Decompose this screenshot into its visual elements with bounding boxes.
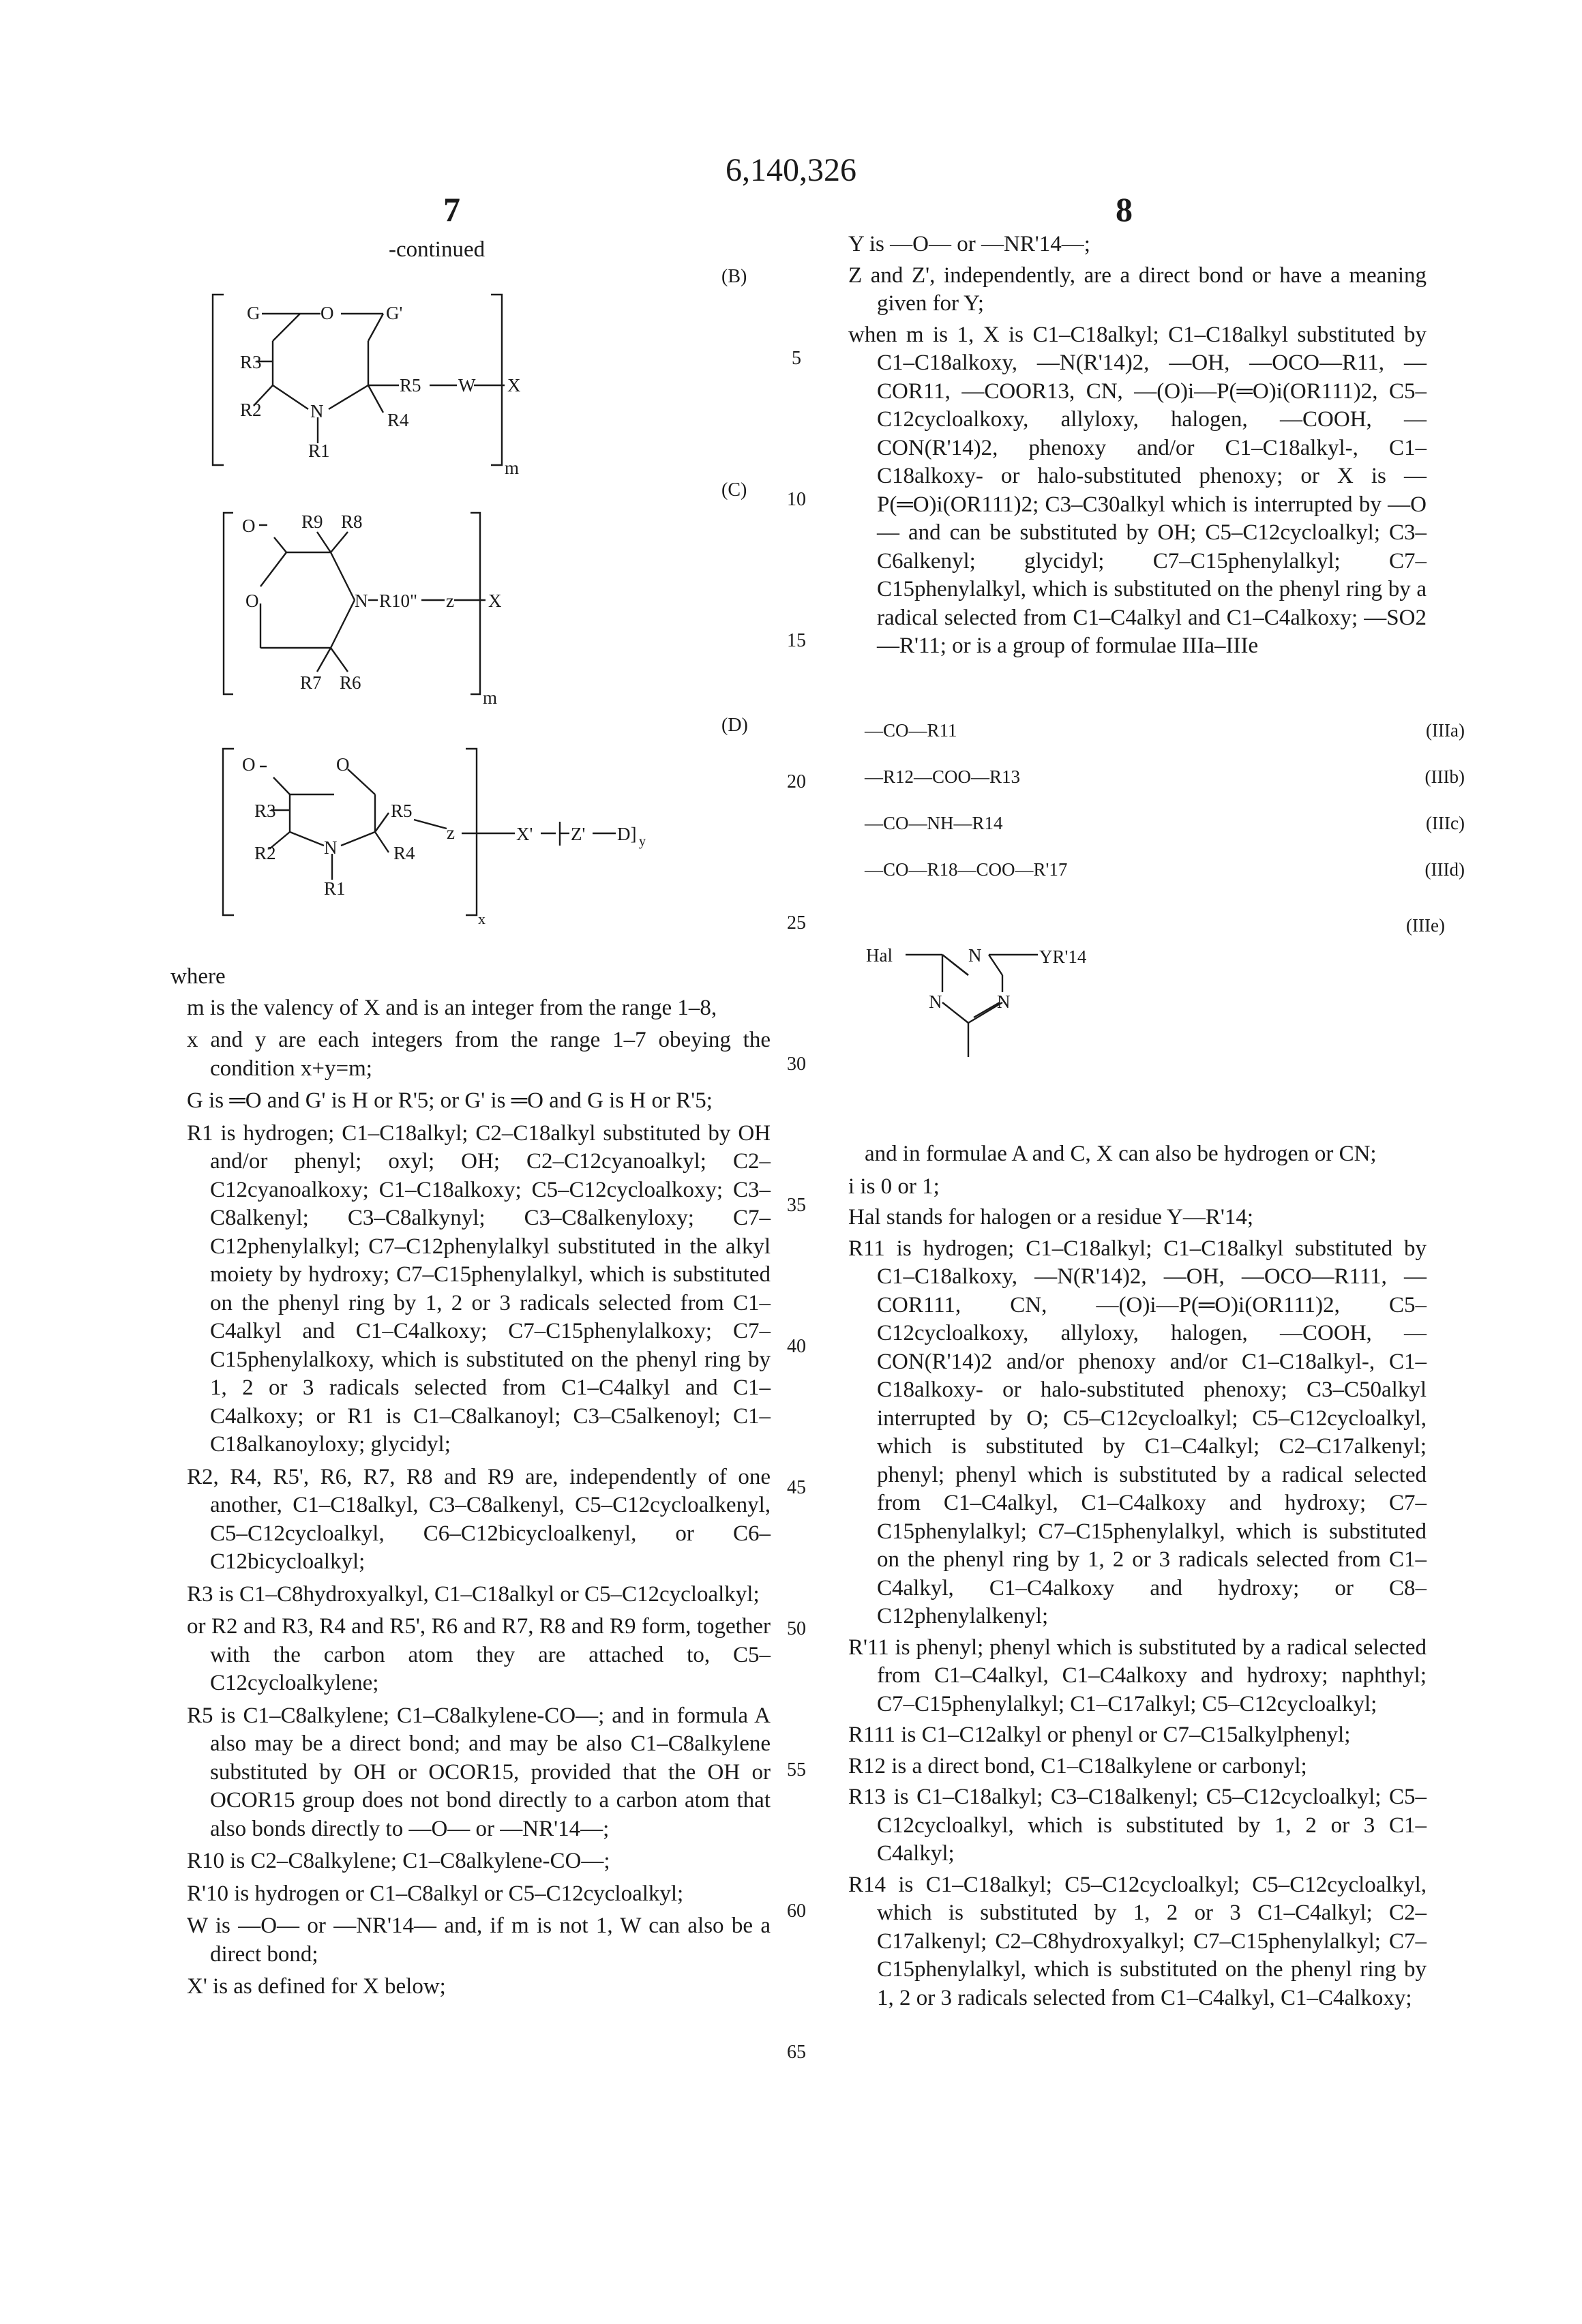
c-label-m: m: [483, 687, 497, 708]
c-label-r6: R6: [340, 672, 361, 693]
b-label-n: N: [310, 401, 324, 421]
triazine-hal: Hal: [866, 945, 893, 966]
c-label-x: X: [488, 591, 502, 611]
structure-b: [205, 286, 559, 477]
formula-text: —R12—COO—R13: [865, 766, 1020, 787]
line-number: 5: [769, 348, 824, 370]
d-label-r2: R2: [254, 843, 276, 863]
line-number: 25: [769, 912, 824, 934]
c-label-r9: R9: [301, 511, 323, 532]
definition: Hal stands for halogen or a residue Y—R'14;: [848, 1204, 1427, 1232]
d-label-r3: R3: [254, 801, 276, 821]
b-label-r1: R1: [308, 441, 330, 461]
line-number: 50: [769, 1618, 824, 1640]
b-label-r3: R3: [240, 352, 262, 372]
line-number: 60: [769, 1901, 824, 1922]
definition: R'11 is phenyl; phenyl which is substituted by a radical selected from C1–C4alkyl, C1–C4alkoxy and hydroxy; naphthyl; C7–C15phenylalkyl; C1–C17alkyl; C5–C12cycloalkyl;: [848, 1634, 1427, 1719]
c-label-n: N: [355, 591, 368, 611]
definition: R10 is C2–C8alkylene; C1–C8alkylene-CO—;: [170, 1847, 771, 1876]
d-label-r1: R1: [324, 878, 346, 899]
b-label-r4: R4: [387, 410, 409, 430]
definition: R111 is C1–C12alkyl or phenyl or C7–C15alkylphenyl;: [848, 1721, 1427, 1750]
c-label-o1: O: [242, 516, 256, 536]
d-label-o2: O: [336, 754, 350, 775]
triazine-n-left: N: [929, 992, 942, 1012]
c-label-z: z: [446, 591, 454, 611]
definition: R11 is hydrogen; C1–C18alkyl; C1–C18alkyl substituted by C1–C18alkoxy, —N(R'14)2, —OH, —OCO—R111, —COR111, CN, —(O)i—P(═O)i(OR111)2, C5–C12cycloalkoxy, allyloxy, halogen, —COOH, —CON(R'14)2 and/or phenoxy and/or C1–C18alkyl-, C1–C18alkoxy- or halo-substituted phenoxy; C3–C50alkyl interrupted by O; C5–C12cycloalkyl; C5–C12cycloalkyl, which is substituted by C1–C4alkyl; C2–C17alkenyl; phenyl; phenyl which is substituted by a radical selected from C1–C4alkyl, C1–C4alkoxy and hydroxy; C7–C15phenylalkyl; C7–C15phenylalkyl, which is substituted on the phenyl ring by 1, 2 or 3 radicals selected from C1–C4alkyl, C1–C4alkoxy and hydroxy; or C8–C12phenylalkenyl;: [848, 1235, 1427, 1631]
definition: m is the valency of X and is an integer from the range 1–8,: [170, 994, 771, 1023]
definition: R'10 is hydrogen or C1–C8alkyl or C5–C12cycloalkyl;: [170, 1880, 771, 1909]
line-number: 45: [769, 1477, 824, 1499]
formula-label: (IIIa): [1426, 720, 1465, 741]
definition: R2, R4, R5', R6, R7, R8 and R9 are, independently of one another, C1–C18alkyl, C3–C8alkenyl, C5–C12cycloalkenyl, C5–C12cycloalkyl, C6–C12bicycloalkenyl, or C6–C12bicycloalkyl;: [170, 1463, 771, 1577]
formula-label-b: (B): [721, 266, 747, 288]
d-label-n: N: [324, 837, 338, 858]
definition: when m is 1, X is C1–C18alkyl; C1–C18alkyl substituted by C1–C18alkoxy, —N(R'14)2, —OH, —OCO—R11, —COR11, —COOR13, CN, —(O)i—P(═O)i(OR111)2, C5–C12cycloalkoxy, allyloxy, halogen, —COOH, —CON(R'14)2, phenoxy and/or C1–C18alkyl-, C1–C18alkoxy- or halo-substituted phenoxy; or X is —P(═O)i(OR111)2; C3–C30alkyl which is interrupted by —O— and can be substituted by OH; C5–C12cycloalkyl; C3–C6alkenyl; glycidyl; C7–C15phenylalkyl; C7–C15phenylalkyl, which is substituted on the phenyl ring by a radical selected from C1–C4alkyl and C1–C4alkoxy; —SO2—R'11; or is a group of formulae IIIa–IIIe: [848, 321, 1427, 661]
b-label-o: O: [320, 303, 334, 323]
definition: R1 is hydrogen; C1–C18alkyl; C2–C18alkyl substituted by OH and/or phenyl; oxyl; OH; C2–C12cyanoalkyl; C2–C12cyanoalkoxy; C1–C18alkoxy; C5–C12cycloalkoxy; C3–C8alkenyl; C3–C8alkynyl; C3–C8alkenyloxy; C7–C12phenylalkyl; C7–C12phenylalkyl substituted in the alkyl moiety by hydroxy; C7–C15phenylalkyl, which is substituted on the phenyl ring by 1, 2 or 3 radicals selected from C1–C4alkyl and C1–C4alkoxy; C7–C15phenylalkoxy; C7–C15phenylalkoxy, which is substituted on the phenyl ring by 1, 2 or 3 radicals selected from C1–C4alkyl and C1–C4alkoxy; or R1 is C1–C8alkanoyl; C3–C5alkenoyl; C1–C18alkanoyloxy; glycidyl;: [170, 1120, 771, 1459]
definition: i is 0 or 1;: [848, 1173, 1427, 1202]
formula-row: [865, 720, 1465, 741]
continued-label: -continued: [389, 237, 485, 263]
formula-text: —CO—R18—COO—R'17: [865, 859, 1067, 880]
definition: R5 is C1–C8alkylene; C1–C8alkylene-CO—; and in formula A also may be a direct bond; and may be also C1–C8alkylene substituted by OH or OCOR15, provided that the OH or OCOR15 group does not bond directly to a carbon atom that also bonds directly to —O— or —NR'14—;: [170, 1702, 771, 1844]
triazine-structure: [866, 934, 1152, 1139]
line-number: 30: [769, 1054, 824, 1075]
definition: W is —O— or —NR'14— and, if m is not 1, W can also be a direct bond;: [170, 1912, 771, 1969]
line-number: 40: [769, 1336, 824, 1358]
formula-text: —CO—R11: [865, 720, 957, 741]
line-number: 15: [769, 630, 824, 652]
formula-row: [865, 859, 1465, 880]
line-number: 65: [769, 2042, 824, 2064]
d-label-r5: R5: [391, 801, 413, 821]
triazine-n-top: N: [968, 945, 982, 966]
c-label-r10: R10": [379, 591, 417, 611]
definition: Y is —O— or —NR'14—;: [848, 230, 1427, 259]
definition: x and y are each integers from the range 1–7 obeying the condition x+y=m;: [170, 1026, 771, 1083]
left-column-text: [170, 963, 771, 2006]
definition: R12 is a direct bond, C1–C18alkylene or carbonyl;: [848, 1753, 1427, 1781]
line-number: 20: [769, 771, 824, 793]
definition: Z and Z', independently, are a direct bond or have a meaning given for Y;: [848, 262, 1427, 318]
b-label-r5: R5: [400, 375, 421, 396]
line-number: 55: [769, 1759, 824, 1781]
formula-row: [865, 813, 1465, 834]
b-label-w: W: [458, 375, 476, 396]
line-number: 10: [769, 489, 824, 511]
formula-label-iiie: (IIIe): [1406, 915, 1445, 936]
definition: X' is as defined for X below;: [170, 1973, 771, 2001]
left-column-number: 7: [443, 190, 460, 229]
right-column-bottom-text: [848, 1140, 1427, 2015]
d-label-r4: R4: [393, 843, 415, 863]
formula-label: (IIIb): [1425, 766, 1465, 788]
structure-d: [215, 736, 733, 927]
d-label-z: z: [447, 822, 455, 843]
definition: and in formulae A and C, X can also be hydrogen or CN;: [848, 1140, 1427, 1169]
b-label-x: X: [507, 375, 521, 396]
formula-label: (IIId): [1425, 859, 1465, 880]
definition: G is ═O and G' is H or R'5; or G' is ═O and G is H or R'5;: [170, 1087, 771, 1116]
patent-number: 6,140,326: [0, 151, 1582, 189]
d-label-y: y: [639, 834, 646, 849]
formula-label-c: (C): [721, 479, 747, 501]
d-label-x: x: [478, 910, 486, 927]
b-label-r2: R2: [240, 400, 262, 420]
triazine-n-right: N: [997, 992, 1011, 1012]
formula-row: [865, 766, 1465, 788]
d-label-zp: Z': [571, 824, 585, 844]
definition: R13 is C1–C18alkyl; C3–C18alkenyl; C5–C12cycloalkyl; C5–C12cycloalkyl, which is substituted by 1, 2 or 3 C1–C4alkyl;: [848, 1783, 1427, 1868]
right-column-number: 8: [1116, 190, 1133, 229]
structure-c: [218, 505, 573, 709]
b-label-gp: G': [386, 303, 402, 323]
triazine-yr: YR'14: [1039, 947, 1087, 967]
d-label-o1: O: [242, 754, 256, 775]
formula-label-d: (D): [721, 715, 748, 736]
definition: or R2 and R3, R4 and R5', R6 and R7, R8 and R9 form, together with the carbon atom they are attached to, C5–C12cycloalkylene;: [170, 1613, 771, 1698]
definition: R3 is C1–C8hydroxyalkyl, C1–C18alkyl or C5–C12cycloalkyl;: [170, 1581, 771, 1609]
c-label-r7: R7: [300, 672, 322, 693]
b-label-m: m: [505, 458, 519, 477]
definition: R14 is C1–C18alkyl; C5–C12cycloalkyl; C5–C12cycloalkyl, which is substituted by 1, 2 or 3 C1–C4alkyl; C2–C17alkenyl; C2–C8hydroxyalkyl; C7–C15phenylalkyl; C7–C15phenylalkyl, which is substituted on the phenyl ring by 1, 2 or 3 radicals selected from C1–C4alkyl, C1–C4alkoxy;: [848, 1871, 1427, 2013]
b-label-g: G: [247, 303, 260, 323]
where-label: where: [170, 963, 771, 992]
d-label-xp: X': [516, 824, 533, 844]
right-column-top-text: [848, 230, 1427, 664]
line-number: 35: [769, 1195, 824, 1217]
formula-text: —CO—NH—R14: [865, 813, 1003, 833]
d-label-d: D]: [617, 824, 637, 844]
c-label-r8: R8: [341, 511, 363, 532]
formula-label: (IIIc): [1426, 813, 1465, 834]
c-label-o2: O: [245, 591, 259, 611]
